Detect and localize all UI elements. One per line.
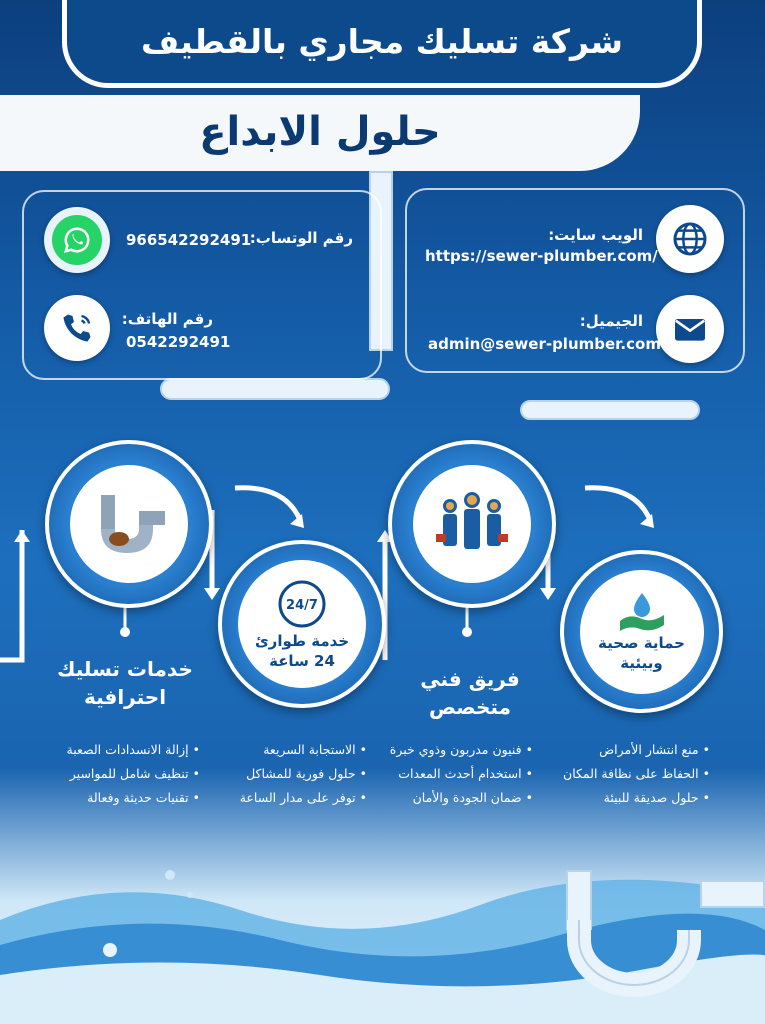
service-team-circle [388, 440, 556, 608]
service-drain-title: خدمات تسليك احترافية [57, 657, 193, 709]
trap-pipe-right [700, 880, 765, 908]
pipe-horizontal-left [160, 378, 390, 400]
service-team-list [390, 738, 533, 810]
service-emergency-circle [218, 540, 386, 708]
service-drain-list [67, 738, 201, 810]
trap-pipe-bend [566, 920, 716, 1000]
whatsapp-label: رقم الوتساب: [249, 229, 353, 247]
email-label: الجيميل: [579, 312, 643, 330]
svg-text:24/7: 24/7 [286, 598, 318, 613]
email-badge[interactable] [656, 295, 724, 363]
list-item: • حلول صديقة للبيئة [563, 786, 710, 810]
service-health-list [563, 738, 710, 810]
list-item: • الحفاظ على نظافة المكان [563, 762, 710, 786]
list-item: • إزالة الانسدادات الصعبة [67, 738, 201, 762]
website-badge[interactable] [656, 205, 724, 273]
list-item: • تنظيف شامل للمواسير [67, 762, 201, 786]
service-emergency-list [240, 738, 367, 810]
list-item: • ضمان الجودة والأمان [390, 786, 533, 810]
service-health-title: حماية صحية وبيئية [598, 633, 685, 672]
service-health-circle [560, 550, 723, 713]
email-address[interactable]: admin@sewer-plumber.com [428, 335, 661, 353]
subtitle-banner [0, 95, 640, 171]
list-item: • فنيون مدربون وذوي خبرة [390, 738, 533, 762]
whatsapp-number[interactable]: 966542292491 [126, 231, 252, 249]
phone-icon [59, 310, 95, 346]
service-drain-circle [45, 440, 213, 608]
hand-drop-icon [616, 591, 668, 633]
website-label: الويب سايت: [548, 226, 643, 244]
pipe-trap-icon [89, 489, 169, 559]
website-url[interactable]: https://sewer-plumber.com/ [425, 247, 658, 265]
list-item: • توفر على مدار الساعة [240, 786, 367, 810]
list-item: • تقنيات حديثة وفعالة [67, 786, 201, 810]
list-item: • حلول فورية للمشاكل [240, 762, 367, 786]
globe-icon [670, 219, 710, 259]
list-item: • منع انتشار الأمراض [563, 738, 710, 762]
service-emergency-title: خدمة طوارئ 24 ساعة [254, 632, 350, 670]
page-subtitle: حلول الابداع [199, 109, 441, 155]
mail-icon [670, 309, 710, 349]
service-team-title: فريق فني متخصص [420, 667, 520, 719]
list-item: • استخدام أحدث المعدات [390, 762, 533, 786]
phone-number[interactable]: 0542292491 [126, 333, 231, 351]
list-item: • الاستجابة السريعة [240, 738, 367, 762]
phone-label: رقم الهاتف: [121, 310, 213, 328]
team-icon [432, 484, 512, 564]
phone-badge[interactable] [44, 295, 110, 361]
title-banner [62, 0, 702, 88]
page-title: شركة تسليك مجاري بالقطيف [141, 22, 623, 61]
whatsapp-icon [52, 215, 102, 265]
whatsapp-badge[interactable] [44, 207, 110, 273]
clock-icon [275, 577, 329, 631]
